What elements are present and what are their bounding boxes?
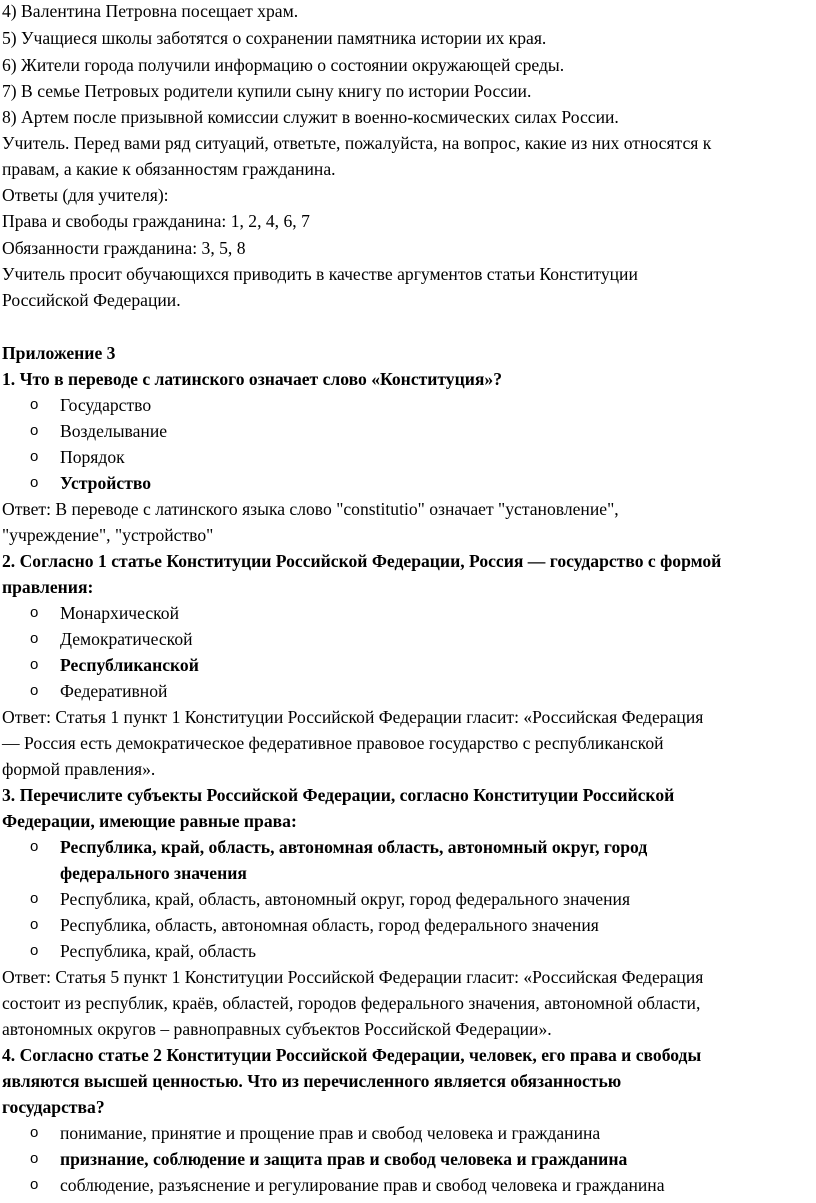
rights-answer: Права и свободы гражданина: 1, 2, 4, 6, 7 [2, 211, 310, 231]
option-text: Федеративной [60, 681, 168, 701]
teacher-note: Российской Федерации. [2, 290, 181, 310]
option-text: федерального значения [60, 863, 247, 883]
bullet-icon: o [30, 1124, 39, 1141]
intro-line: 4) Валентина Петровна посещает храм. [2, 1, 299, 21]
option-text: Республиканской [60, 655, 199, 675]
option-text: Республика, край, область, автономная область, автономный округ, город [60, 837, 648, 857]
bullet-icon: o [30, 396, 39, 413]
answer-1: Ответ: В переводе с латинского языка слово "constitutio" означает "установление", [2, 499, 619, 519]
bullet-icon: o [30, 1176, 39, 1193]
teacher-instruction: Учитель. Перед вами ряд ситуаций, ответьте, пожалуйста, на вопрос, какие из них относятся к [2, 133, 712, 153]
teacher-note: Учитель просит обучающихся приводить в качестве аргументов статьи Конституции [2, 264, 638, 284]
bullet-icon: o [30, 682, 39, 699]
answer-1: "учреждение", "устройство" [2, 525, 214, 545]
bullet-icon: o [30, 604, 39, 621]
bullet-icon: o [30, 916, 39, 933]
option-text: Республика, край, область, автономный округ, город федерального значения [60, 889, 631, 909]
answer-3: Ответ: Статья 5 пункт 1 Конституции Российской Федерации гласит: «Российская Федерация [2, 967, 704, 987]
option-text: Республика, область, автономная область, город федерального значения [60, 915, 599, 935]
option-text: Республика, край, область [60, 941, 256, 961]
intro-line: 7) В семье Петровых родители купили сыну книгу по истории России. [2, 81, 532, 101]
question-4: являются высшей ценностью. Что из перечисленного является обязанностью [2, 1071, 622, 1091]
teacher-instruction: правам, а какие к обязанностям гражданина. [2, 159, 336, 179]
appendix-title: Приложение 3 [2, 343, 116, 363]
question-4: государства? [2, 1097, 105, 1117]
question-3: 3. Перечислите субъекты Российской Федерации, согласно Конституции Российской [2, 785, 675, 805]
option-text: Порядок [60, 447, 125, 467]
option-text: понимание, принятие и прощение прав и свобод человека и гражданина [60, 1123, 601, 1143]
question-4: 4. Согласно статье 2 Конституции Российской Федерации, человек, его права и свободы [2, 1045, 702, 1065]
bullet-icon: o [30, 890, 39, 907]
option-text: Демократической [60, 629, 193, 649]
bullet-icon: o [30, 422, 39, 439]
option-text: Государство [60, 395, 152, 415]
question-2: правления: [2, 577, 94, 597]
answer-2: Ответ: Статья 1 пункт 1 Конституции Российской Федерации гласит: «Российская Федерация [2, 707, 704, 727]
option-text: Монархической [60, 603, 180, 623]
option-text: признание, соблюдение и защита прав и свобод человека и гражданина [60, 1149, 628, 1169]
answer-2: — Россия есть демократическое федеративное правовое государство с республиканской [2, 733, 664, 753]
option-text: соблюдение, разъяснение и регулирование прав и свобод человека и гражданина [60, 1175, 665, 1195]
intro-line: 8) Артем после призывной комиссии служит в военно-космических силах России. [2, 107, 619, 127]
intro-line: 6) Жители города получили информацию о состоянии окружающей среды. [2, 55, 565, 75]
answers-heading: Ответы (для учителя): [2, 185, 169, 205]
answer-3: автономных округов – равноправных субъектов Российской Федерации». [2, 1019, 552, 1039]
question-3: Федерации, имеющие равные права: [2, 811, 297, 831]
question-2: 2. Согласно 1 статье Конституции Российской Федерации, Россия — государство с формой [2, 551, 722, 571]
bullet-icon: o [30, 838, 39, 855]
answer-2: формой правления». [2, 759, 156, 779]
intro-line: 5) Учащиеся школы заботятся о сохранении памятника истории их края. [2, 28, 547, 48]
answer-3: состоит из республик, краёв, областей, городов федерального значения, автономной области, [2, 993, 701, 1013]
bullet-icon: o [30, 474, 39, 491]
question-1: 1. Что в переводе с латинского означает слово «Конституция»? [2, 369, 502, 389]
bullet-icon: o [30, 656, 39, 673]
bullet-icon: o [30, 942, 39, 959]
option-text: Устройство [60, 473, 152, 493]
duties-answer: Обязанности гражданина: 3, 5, 8 [2, 238, 246, 258]
bullet-icon: o [30, 448, 39, 465]
option-text: Возделывание [60, 421, 168, 441]
bullet-icon: o [30, 1150, 39, 1167]
bullet-icon: o [30, 630, 39, 647]
